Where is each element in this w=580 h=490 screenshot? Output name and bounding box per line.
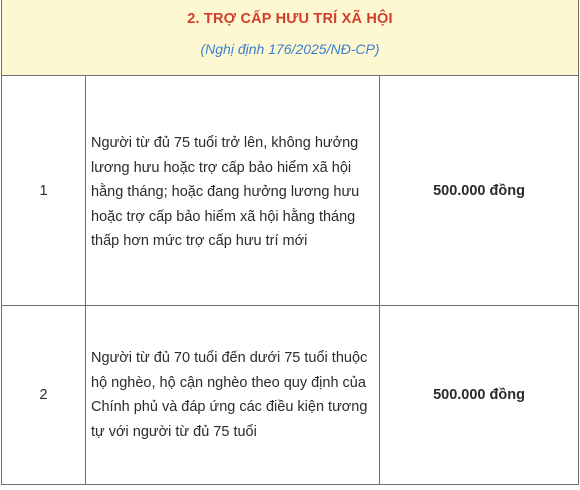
table-row (2, 306, 579, 485)
row-amount: 500.000 đồng (380, 306, 579, 485)
row-index: 2 (2, 306, 86, 485)
section-header-row (2, 0, 579, 76)
section-title: 2. TRỢ CẤP HƯU TRÍ XÃ HỘI (187, 11, 393, 27)
row-amount: 500.000 đồng (380, 76, 579, 306)
row-description: Người từ đủ 70 tuổi đến dưới 75 tuổi thuộc hộ nghèo, hộ cận nghèo theo quy định của Chính phủ và đáp ứng các điều kiện tương tự với người từ đủ 75 tuổi (86, 306, 380, 485)
row-description: Người từ đủ 75 tuổi trở lên, không hưởng lương hưu hoặc trợ cấp bảo hiểm xã hội hằng tháng; hoặc đang hưởng lương hưu hoặc trợ cấp bảo hiểm xã hội hằng tháng thấp hơn mức trợ cấp hưu trí mới (86, 76, 380, 306)
benefit-table (1, 0, 579, 485)
section-header-cell (2, 0, 579, 76)
table-row (2, 76, 579, 306)
row-index: 1 (2, 76, 86, 306)
section-subtitle: (Nghị định 176/2025/NĐ-CP) (200, 41, 380, 57)
